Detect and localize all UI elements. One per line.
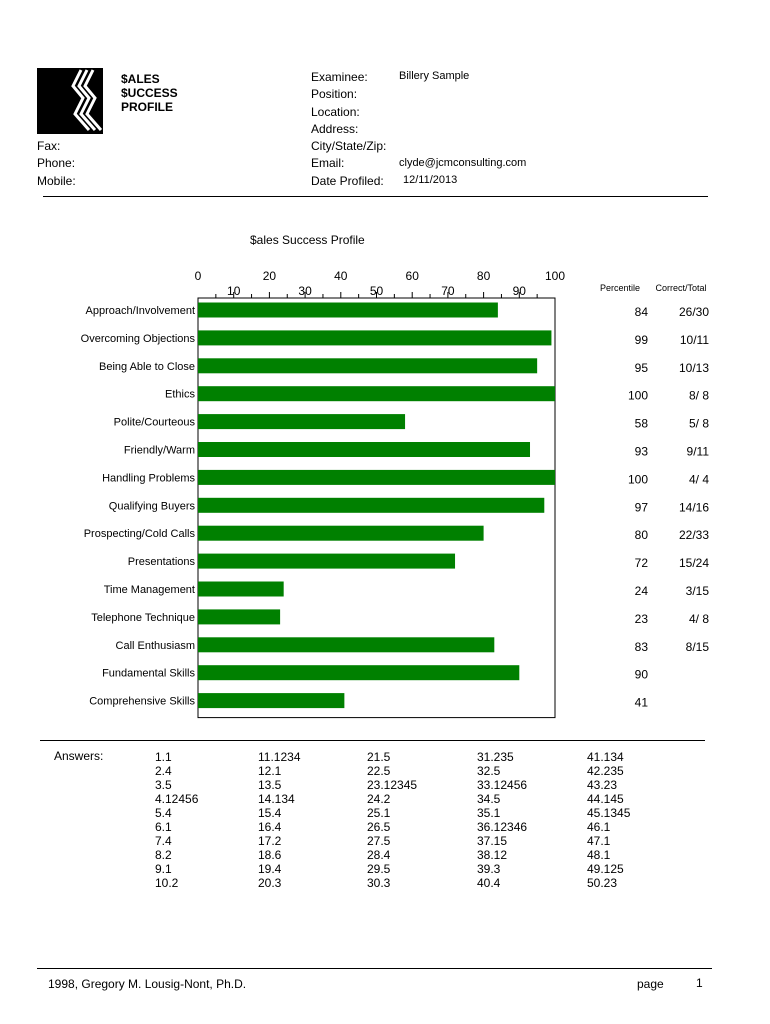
answers-column	[477, 750, 527, 890]
correct-total-value: 9/11	[686, 444, 709, 459]
answer-entry: 40.4	[477, 876, 501, 890]
category-label: Fundamental Skills	[102, 667, 195, 680]
correct-total-value: 10/13	[678, 360, 709, 375]
correct-total-value: 5/ 8	[688, 416, 709, 431]
category-label: Presentations	[127, 556, 195, 569]
category-label: Qualifying Buyers	[108, 500, 195, 513]
answer-entry: 26.5	[367, 820, 391, 834]
email-label: Email:	[311, 156, 345, 170]
answer-entry: 13.5	[258, 778, 282, 792]
x-tick-label: 90	[512, 284, 526, 298]
answer-entry: 32.5	[477, 764, 501, 778]
answer-entry: 20.3	[258, 876, 282, 890]
x-tick-label: 20	[262, 269, 277, 283]
bar	[198, 358, 537, 373]
footer-credit: 1998, Gregory M. Lousig-Nont, Ph.D.	[48, 977, 247, 991]
answers-column	[258, 750, 301, 890]
date-profiled-label: Date Profiled:	[311, 174, 384, 188]
percentile-value: 41	[634, 695, 648, 710]
answers-column	[367, 750, 417, 890]
footer-page-label: page	[637, 977, 664, 991]
correct-total-value: 22/33	[678, 528, 709, 543]
bar-chart	[0, 260, 770, 720]
x-tick-label: 0	[194, 269, 202, 283]
answer-entry: 28.4	[367, 848, 391, 862]
correct-total-value: 10/11	[679, 332, 709, 347]
footer-divider	[37, 968, 712, 969]
brand-line: PROFILE	[121, 100, 174, 114]
x-tick-label: 60	[405, 269, 419, 283]
x-tick-label: 80	[476, 269, 491, 283]
answer-entry: 48.1	[587, 848, 611, 862]
percentile-header: Percentile	[599, 283, 641, 293]
percentile-value: 100	[627, 472, 648, 487]
percentile-value: 100	[627, 388, 648, 403]
answer-entry: 18.6	[258, 848, 282, 862]
category-label: Friendly/Warm	[123, 444, 195, 457]
percentile-value: 93	[634, 444, 648, 459]
brand-line: $UCCESS	[121, 86, 178, 100]
bar	[198, 303, 498, 318]
category-label: Time Management	[103, 584, 195, 596]
answer-entry: 37.15	[477, 834, 508, 848]
answer-entry: 41.134	[587, 750, 624, 764]
category-label: Comprehensive Skills	[89, 695, 195, 708]
x-tick-label: 50	[369, 284, 384, 298]
x-tick-label: 30	[298, 284, 312, 298]
answer-entry: 19.4	[258, 862, 282, 876]
email-value: clyde@jcmconsulting.com	[399, 157, 527, 169]
examinee-label: Examinee:	[311, 70, 368, 84]
answer-entry: 35.1	[477, 806, 501, 820]
category-label: Ethics	[165, 388, 195, 401]
mobile-label: Mobile:	[37, 174, 76, 188]
answer-entry: 30.3	[367, 876, 391, 890]
answer-entry: 46.1	[587, 820, 611, 834]
category-label: Overcoming Objections	[80, 332, 195, 345]
answers-divider	[40, 740, 705, 741]
answer-entry: 9.1	[155, 862, 172, 876]
x-tick-label: 70	[441, 284, 455, 298]
date-profiled-value: 12/11/2013	[403, 174, 458, 186]
answer-entry: 4.12456	[155, 792, 199, 806]
bar	[198, 554, 455, 569]
percentile-value: 58	[634, 416, 648, 431]
category-label: Telephone Technique	[91, 611, 195, 624]
bar	[198, 693, 344, 708]
chart-title: $ales Success Profile	[250, 233, 365, 247]
correct-total-value: 14/16	[678, 500, 709, 515]
answer-entry: 3.5	[155, 778, 172, 792]
answer-entry: 31.235	[477, 750, 514, 764]
percentile-value: 83	[634, 639, 648, 654]
bar	[198, 414, 405, 429]
answer-entry: 43.23	[587, 778, 618, 792]
bar	[198, 386, 555, 401]
phone-label: Phone:	[37, 156, 76, 170]
answer-entry: 2.4	[155, 764, 172, 778]
category-label: Prospecting/Cold Calls	[83, 528, 195, 541]
answer-entry: 45.1345	[587, 806, 631, 820]
category-label: Polite/Courteous	[113, 416, 195, 429]
percentile-value: 80	[634, 528, 648, 543]
percentile-value: 99	[634, 332, 648, 347]
answers-column	[155, 750, 198, 890]
answer-entry: 47.1	[587, 834, 611, 848]
city-state-zip-label: City/State/Zip:	[311, 139, 387, 153]
percentile-value: 24	[634, 584, 648, 598]
location-label: Location:	[311, 105, 360, 119]
address-label: Address:	[311, 122, 359, 136]
percentile-value: 90	[634, 667, 648, 682]
bar	[198, 665, 519, 680]
answer-entry: 10.2	[155, 876, 179, 890]
answer-entry: 49.125	[587, 862, 624, 876]
answer-entry: 1.1	[155, 750, 172, 764]
percentile-value: 95	[634, 360, 648, 375]
answer-entry: 33.12456	[477, 778, 528, 792]
examinee-value: Billery Sample	[399, 70, 470, 82]
answer-entry: 44.145	[587, 792, 624, 806]
category-label: Approach/Involvement	[85, 305, 195, 317]
footer-page-number: 1	[696, 976, 703, 990]
answer-entry: 11.1234	[258, 750, 301, 764]
answer-entry: 22.5	[367, 764, 391, 778]
category-label: Being Able to Close	[98, 360, 195, 373]
bar	[198, 498, 544, 513]
answers-label: Answers:	[54, 749, 104, 763]
bar	[198, 470, 555, 485]
fax-label: Fax:	[37, 139, 61, 153]
brand-line: $ALES	[121, 72, 160, 86]
category-label: Call Enthusiasm	[115, 639, 195, 652]
bar	[198, 582, 284, 597]
position-label: Position:	[311, 87, 358, 101]
bar	[198, 442, 530, 457]
brand-title	[121, 72, 178, 114]
answer-entry: 21.5	[367, 750, 391, 764]
correct-total-value: 26/30	[678, 305, 709, 319]
bar	[198, 330, 551, 345]
x-tick-label: 100	[544, 269, 566, 283]
correct-total-value: 4/ 8	[688, 611, 709, 626]
percentile-value: 97	[634, 500, 648, 515]
answer-entry: 29.5	[367, 862, 391, 876]
answer-entry: 16.4	[258, 820, 282, 834]
answer-entry: 23.12345	[367, 778, 418, 792]
correct-total-value: 8/15	[685, 639, 709, 654]
answer-entry: 42.235	[587, 764, 624, 778]
answer-entry: 15.4	[258, 806, 282, 820]
answer-entry: 50.23	[587, 876, 618, 890]
answer-entry: 24.2	[367, 792, 391, 806]
percentile-value: 84	[634, 305, 648, 319]
correct-total-header: Correct/Total	[655, 283, 707, 293]
x-tick-label: 10	[227, 284, 241, 298]
bar	[198, 526, 484, 541]
answer-entry: 5.4	[155, 806, 172, 820]
answer-entry: 8.2	[155, 848, 172, 862]
correct-total-value: 15/24	[678, 556, 709, 571]
correct-total-value: 8/ 8	[688, 388, 709, 403]
answer-entry: 7.4	[155, 834, 172, 848]
answer-entry: 36.12346	[477, 820, 528, 834]
x-tick-label: 40	[334, 269, 348, 283]
answer-entry: 39.3	[477, 862, 501, 876]
bar	[198, 609, 280, 624]
answer-entry: 6.1	[155, 820, 172, 834]
percentile-value: 23	[634, 611, 648, 626]
answer-entry: 12.1	[258, 764, 282, 778]
logo	[37, 68, 103, 134]
correct-total-value: 3/15	[685, 584, 709, 598]
answer-entry: 38.12	[477, 848, 508, 862]
answers-column	[587, 750, 630, 890]
answer-entry: 14.134	[258, 792, 295, 806]
percentile-value: 72	[634, 556, 648, 571]
bar	[198, 637, 494, 652]
correct-total-value: 4/ 4	[688, 472, 709, 487]
answer-entry: 25.1	[367, 806, 391, 820]
answer-entry: 17.2	[258, 834, 282, 848]
header-divider	[43, 196, 708, 197]
category-label: Handling Problems	[102, 472, 195, 485]
answer-entry: 34.5	[477, 792, 501, 806]
answer-entry: 27.5	[367, 834, 391, 848]
